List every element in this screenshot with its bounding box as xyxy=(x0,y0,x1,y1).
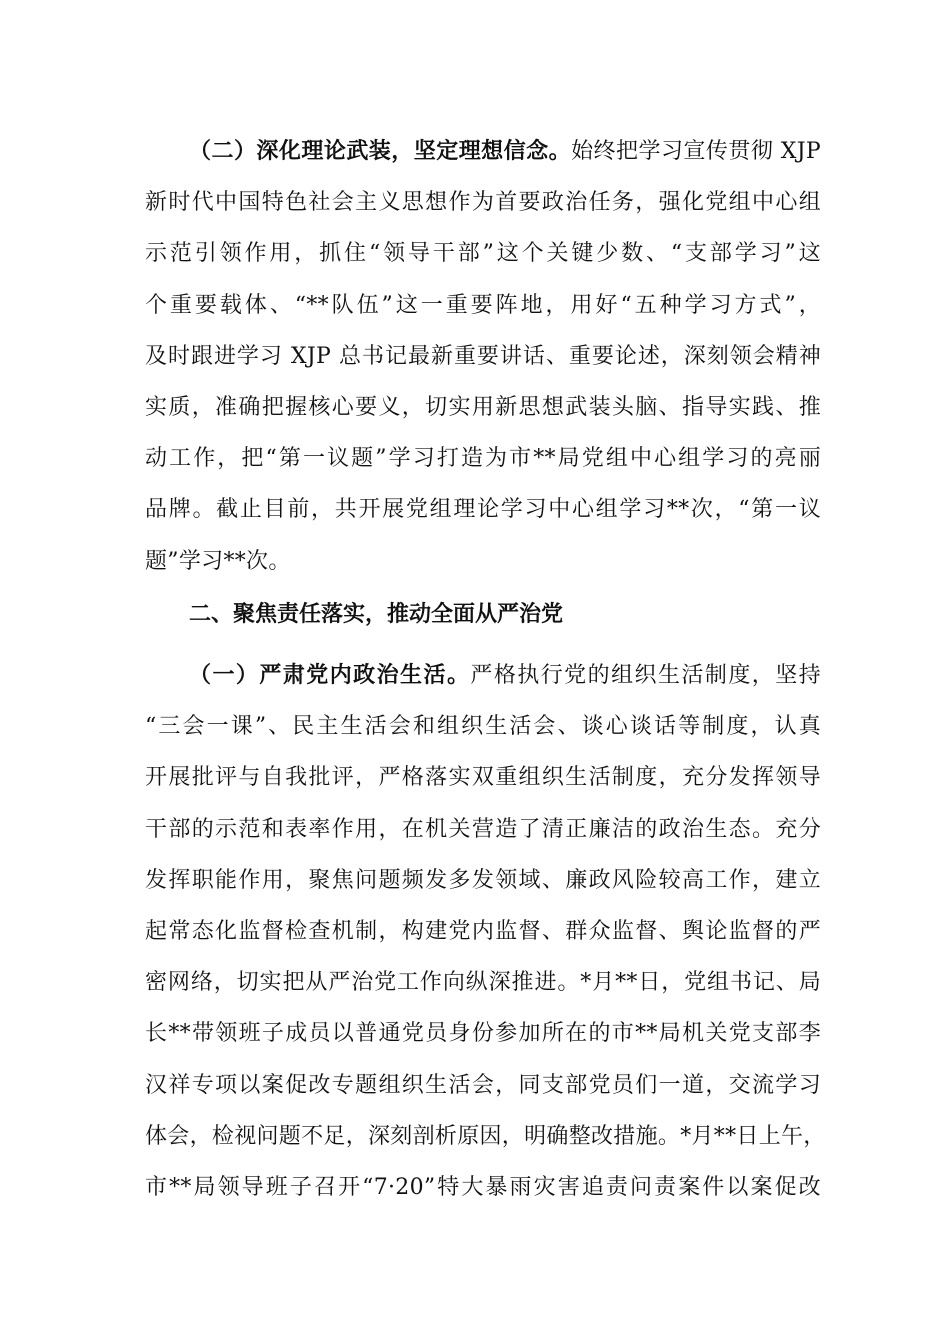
paragraph-line: 起常态化监督检查机制，构建党内监督、群众监督、舆论监督的严 xyxy=(145,918,821,944)
paragraph-line: 个重要载体、“**队伍”这一重要阵地，用好“五种学习方式”， xyxy=(145,292,821,318)
paragraph-line: 长**带领班子成员以普通党员身份参加所在的市**局机关党支部李 xyxy=(145,1021,821,1047)
section-heading: 二、聚焦责任落实，推动全面从严治党 xyxy=(189,601,564,627)
paragraph-line: 实质，准确把握核心要义，切实用新思想武装头脑、指导实践、推 xyxy=(145,394,821,420)
paragraph-theory-study xyxy=(145,126,821,587)
paragraph-line: 密网络，切实把从严治党工作向纵深推进。*月**日，党组书记、局 xyxy=(145,970,821,996)
paragraph-line: （一）严肃党内政治生活。严格执行党的组织生活制度，坚持 xyxy=(189,662,821,688)
subsection-lead: （一）严肃党内政治生活。 xyxy=(189,662,471,688)
paragraph-line: （二）深化理论武装，坚定理想信念。始终把学习宣传贯彻 XJP xyxy=(189,138,821,164)
paragraph-political-life xyxy=(145,650,826,1213)
paragraph-line: 示范引领作用，抓住“领导干部”这个关键少数、“支部学习”这 xyxy=(145,241,821,267)
paragraph-line: 动工作，把“第一议题”学习打造为市**局党组中心组学习的亮丽 xyxy=(145,446,821,472)
paragraph-line: 开展批评与自我批评，严格落实双重组织生活制度，充分发挥领导 xyxy=(145,765,821,791)
paragraph-line: 市**局领导班子召开“7·20”特大暴雨灾害追责问责案件以案促改 xyxy=(145,1174,821,1200)
paragraph-line: 新时代中国特色社会主义思想作为首要政治任务，强化党组中心组 xyxy=(145,190,821,216)
paragraph-line: 体会，检视问题不足，深刻剖析原因，明确整改措施。*月**日上午， xyxy=(145,1123,826,1149)
paragraph-line: “三会一课”、民主生活会和组织生活会、谈心谈话等制度，认真 xyxy=(145,714,821,740)
paragraph-line: 品牌。截止目前，共开展党组理论学习中心组学习**次，“第一议 xyxy=(145,497,821,523)
paragraph-line: 汉祥专项以案促改专题组织生活会，同支部党员们一道，交流学习 xyxy=(145,1072,821,1098)
paragraph-line: 及时跟进学习 XJP 总书记最新重要讲话、重要论述，深刻领会精神 xyxy=(145,343,821,369)
paragraph-line: 题”学习**次。 xyxy=(145,548,291,574)
paragraph-line: 发挥职能作用，聚焦问题频发多发领域、廉政风险较高工作，建立 xyxy=(145,867,821,893)
paragraph-line: 干部的示范和表率作用，在机关营造了清正廉洁的政治生态。充分 xyxy=(145,816,821,842)
subsection-lead: （二）深化理论武装，坚定理想信念。 xyxy=(189,138,572,164)
